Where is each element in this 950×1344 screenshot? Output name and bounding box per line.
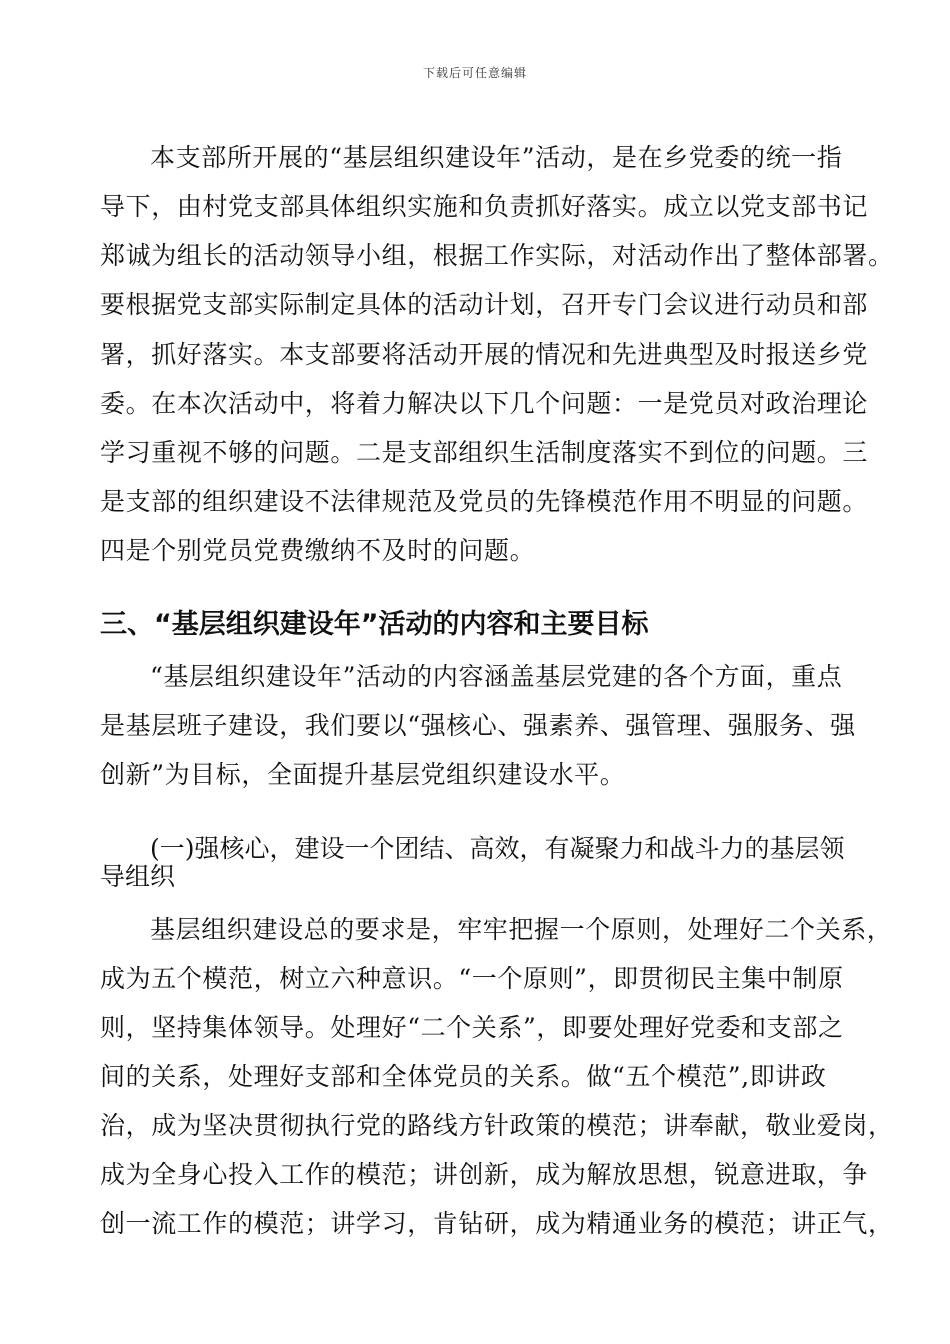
paragraph-line: “基层组织建设年”活动的内容涵盖基层党建的各个方面，重点 [150,662,843,691]
subsection-line: (一)强核心，建设一个团结、高效，有凝聚力和战斗力的基层领 [150,834,845,863]
subsection-line: 导组织 [100,862,176,891]
paragraph-line: 署，抓好落实。本支部要将活动开展的情况和先进典型及时报送乡党 [100,340,869,369]
paragraph-line: 成为五个模范，树立六种意识。“一个原则”，即贯彻民主集中制原 [100,964,844,993]
paragraph-line: 创一流工作的模范；讲学习，肯钻研，成为精通业务的模范；讲正气， [100,1209,894,1238]
section-heading: 三、“基层组织建设年”活动的内容和主要目标 [100,609,649,640]
paragraph-line: 要根据党支部实际制定具体的活动计划，召开专门会议进行动员和部 [100,290,869,319]
paragraph-line: 学习重视不够的问题。二是支部组织生活制度落实不到位的问题。三 [100,438,869,467]
paragraph-line: 创新”为目标，全面提升基层党组织建设水平。 [100,760,626,789]
paragraph-line: 成为全身心投入工作的模范；讲创新，成为解放思想，锐意进取，争 [100,1160,869,1189]
paragraph-line: 间的关系，处理好支部和全体党员的关系。做“五个模范”,即讲政 [100,1062,827,1091]
paragraph-line: 是支部的组织建设不法律规范及党员的先锋模范作用不明显的问题。 [100,487,869,516]
paragraph-line: 是基层班子建设，我们要以“强核心、强素养、强管理、强服务、强 [100,711,856,740]
paragraph-line: 基层组织建设总的要求是，牢牢把握一个原则，处理好二个关系， [150,915,893,944]
paragraph-line: 四是个别党员党费缴纳不及时的问题。 [100,536,536,565]
page-header: 下载后可任意编辑 [422,66,527,80]
paragraph-line: 委。在本次活动中，将着力解决以下几个问题：一是党员对政治理论 [100,389,869,418]
paragraph-line: 导下，由村党支部具体组织实施和负责抓好落实。成立以党支部书记 [100,192,869,221]
paragraph-line: 则，坚持集体领导。处理好“二个关系”，即要处理好党委和支部之 [100,1013,844,1042]
paragraph-line: 郑诚为组长的活动领导小组，根据工作实际，对活动作出了整体部署。 [100,241,894,270]
paragraph-line: 本支部所开展的“基层组织建设年”活动，是在乡党委的统一指 [150,143,843,172]
paragraph-line: 治，成为坚决贯彻执行党的路线方针政策的模范；讲奉献，敬业爱岗， [100,1111,894,1140]
